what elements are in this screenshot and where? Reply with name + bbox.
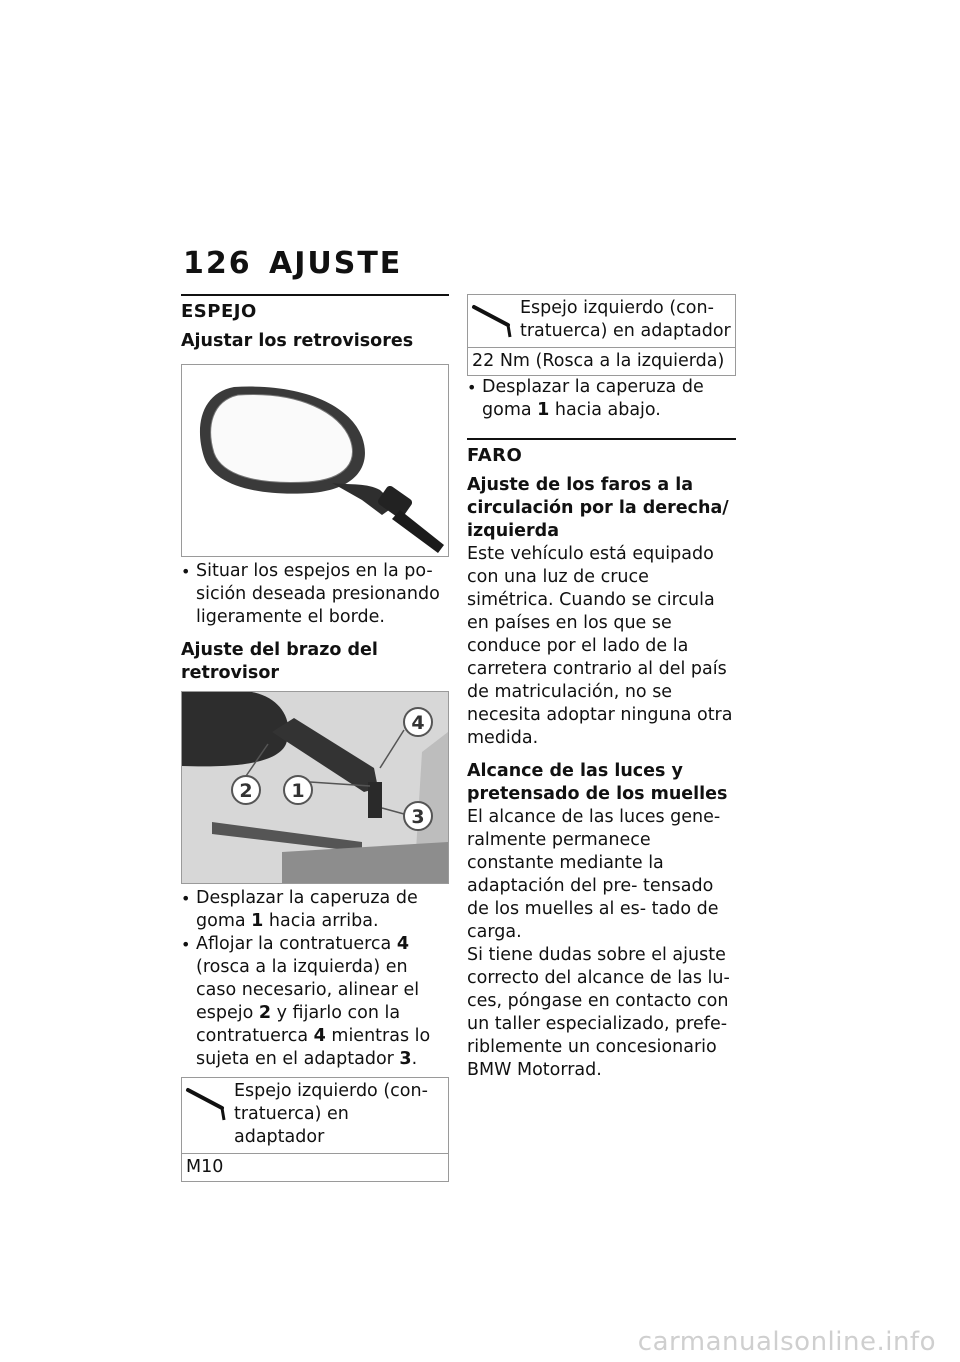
ref-number: 1 — [251, 911, 264, 931]
section-title-faro: FARO — [467, 445, 523, 466]
paragraph-alcance: El alcance de las luces gene- ralmente permanece constante mediante la adaptación del pre- tensado de los muelles al es- tado de carga. — [467, 807, 721, 942]
subheading-alcance-luces: Alcance de las luces y pretensado de los muelles — [467, 761, 728, 804]
bullet-situar-espejos: • Situar los espejos en la po- sición deseada presionando ligeramente el borde. — [181, 560, 449, 629]
ref-number: 3 — [399, 1049, 412, 1069]
page-number: 126 — [183, 246, 252, 281]
bullet-desplazar-caperuza-abajo — [467, 376, 736, 422]
bullet-text: mientras lo sujeta en el adaptador — [196, 1026, 431, 1069]
bullet-text: Desplazar la caperuza de goma — [482, 377, 704, 420]
bullet-text: . — [411, 1049, 418, 1069]
figure-mirror — [181, 364, 449, 557]
right-column — [467, 294, 736, 1082]
left-column — [181, 294, 449, 1182]
spec-header — [468, 295, 735, 348]
ref-number: 2 — [258, 1003, 272, 1023]
spec-box-torque — [467, 294, 736, 376]
bullet-list-3 — [467, 376, 736, 422]
page-header — [183, 246, 402, 281]
paragraph-dudas: Si tiene dudas sobre el ajuste correcto del alcance de las lu- ces, póngase en contacto con un taller especializado, prefe- riblemente un concesionario BMW Motorrad. — [467, 945, 730, 1080]
torque-wrench-icon — [182, 1078, 234, 1153]
callout-3-label: 3 — [411, 806, 425, 828]
bullet-list-2 — [181, 887, 449, 1071]
bullet-text: y fijarlo con la contratuerca — [196, 1003, 401, 1046]
ref-number: 4 — [396, 934, 410, 954]
bullet-text: Desplazar la caperuza de goma — [196, 888, 418, 931]
ref-number: 4 — [313, 1026, 326, 1046]
subheading-ajustar-retrovisores: Ajustar los retrovisores — [181, 331, 414, 351]
bullet-aflojar-contratuerca — [181, 933, 449, 1071]
subheading-ajuste-brazo: Ajuste del brazo del retrovisor — [181, 640, 378, 683]
spec-value: 22 Nm (Rosca a la izquierda) — [472, 351, 725, 371]
spec-header — [182, 1078, 448, 1154]
callout-2-label: 2 — [239, 780, 253, 802]
mirror-illustration — [182, 365, 448, 556]
section-divider — [467, 438, 736, 440]
callout-4-label: 4 — [411, 712, 425, 734]
bullet-text: Aflojar la contratuerca — [196, 934, 397, 954]
spec-box-thread — [181, 1077, 449, 1182]
ref-number: 1 — [537, 400, 550, 420]
torque-wrench-icon — [468, 295, 520, 347]
bullet-text: hacia arriba. — [263, 911, 379, 931]
subheading-ajuste-faros: Ajuste de los faros a la circulación por la derecha/ izquierda — [467, 475, 729, 541]
section-title-espejo: ESPEJO — [181, 301, 257, 322]
watermark: carmanualsonline.info — [637, 1327, 936, 1357]
bullet-text: hacia abajo. — [549, 400, 661, 420]
section-divider — [181, 294, 449, 296]
spec-label: Espejo izquierdo (con- tratuerca) en adaptador — [520, 298, 731, 341]
mirror-arm-illustration — [182, 692, 448, 883]
figure-mirror-arm — [181, 691, 449, 884]
bullet-list-1 — [181, 560, 449, 629]
spec-label: Espejo izquierdo (con- tratuerca) en adaptador — [234, 1081, 428, 1147]
spec-value: M10 — [186, 1157, 224, 1177]
bullet-desplazar-caperuza — [181, 887, 449, 933]
callout-1-label: 1 — [291, 780, 305, 802]
chapter-title: AJUSTE — [269, 246, 403, 281]
paragraph-luz-cruce: Este vehículo está equipado con una luz de cruce simétrica. Cuando se circula en países en los que se conduce por el lado de la carretera contrario al del país de matriculación, no se necesita adoptar ninguna otra medida. — [467, 544, 733, 748]
bullet-text: (rosca a la izquierda) en caso necesario, alinear el espejo — [196, 957, 420, 1023]
